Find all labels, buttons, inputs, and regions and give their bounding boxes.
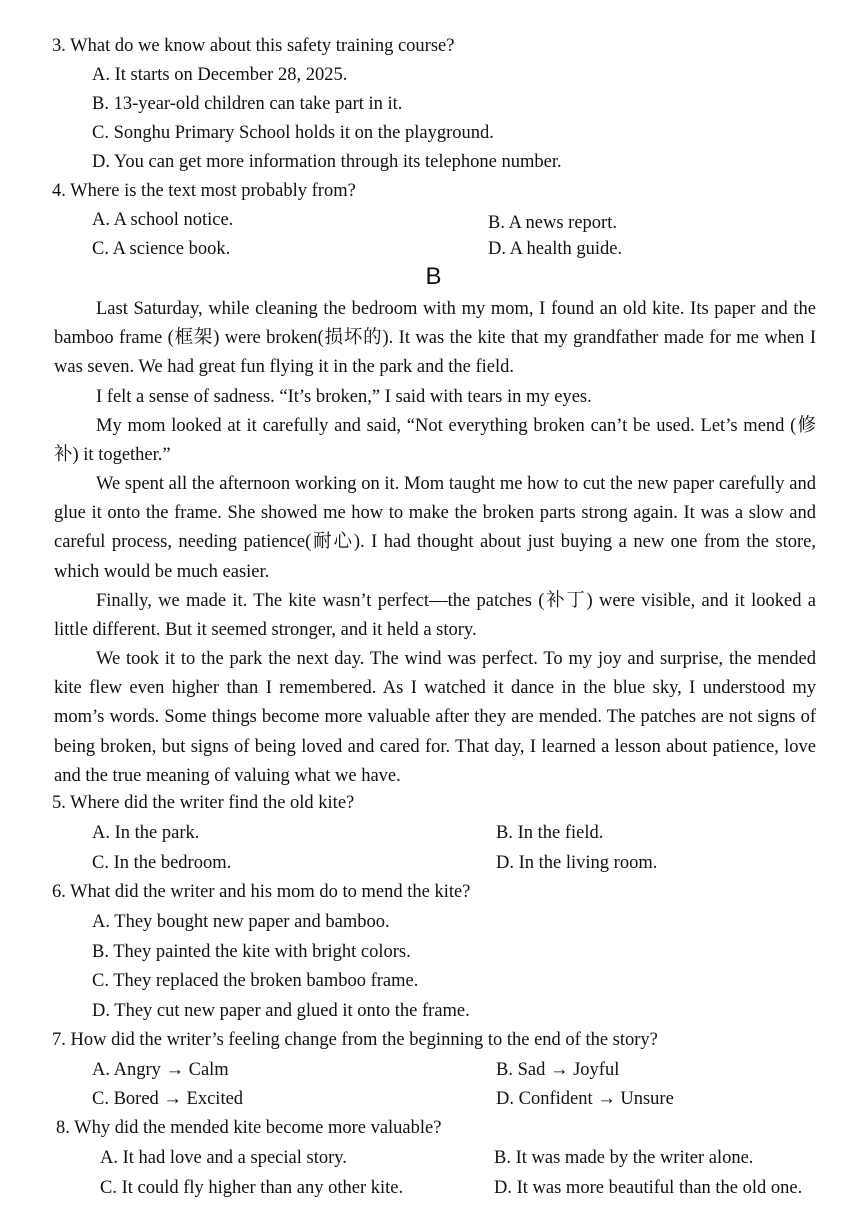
question-3-option-b: B. 13-year-old children can take part in it. bbox=[92, 94, 403, 114]
question-7-option-b: B. Sad → Joyful bbox=[496, 1060, 620, 1080]
question-4-option-c: C. A science book. bbox=[92, 239, 231, 259]
question-8-option-d: D. It was more beautiful than the old one. bbox=[494, 1178, 803, 1198]
question-5-option-a: A. In the park. bbox=[92, 823, 200, 843]
question-8-stem: 8. Why did the mended kite become more valuable? bbox=[56, 1118, 442, 1138]
question-5-option-d: D. In the living room. bbox=[496, 853, 658, 873]
question-7-option-a: A. Angry → Calm bbox=[92, 1060, 229, 1080]
passage-paragraph-4: We spent all the afternoon working on it. Mom taught me how to cut the new paper carefully and glue it onto the frame. She showed me how to make the broken parts strong again. It was a slow and careful process, needing patience(耐心). I had thought about just buying a new one from the store, which would be much easier. bbox=[54, 474, 816, 582]
question-8-option-a: A. It had love and a special story. bbox=[100, 1148, 347, 1168]
passage-paragraph-1: Last Saturday, while cleaning the bedroom with my mom, I found an old kite. Its paper and the bamboo frame (框架) were broken(损坏的). It was the kite that my grandfather made for me when I was seven. We had great fun flying it in the park and the field. bbox=[54, 299, 816, 378]
question-7-stem: 7. How did the writer’s feeling change from the beginning to the end of the story? bbox=[52, 1030, 658, 1050]
passage-paragraph-5: Finally, we made it. The kite wasn’t perfect—the patches (补丁) were visible, and it looked a little different. But it seemed stronger, and it held a story. bbox=[54, 591, 816, 641]
question-3-option-d: D. You can get more information through its telephone number. bbox=[92, 152, 562, 172]
question-6-option-a: A. They bought new paper and bamboo. bbox=[92, 912, 390, 932]
question-6-stem: 6. What did the writer and his mom do to mend the kite? bbox=[52, 882, 471, 902]
question-6-option-c: C. They replaced the broken bamboo frame. bbox=[92, 971, 419, 991]
question-3-option-a: A. It starts on December 28, 2025. bbox=[92, 65, 348, 85]
question-3-stem: 3. What do we know about this safety training course? bbox=[52, 36, 455, 56]
question-4-stem: 4. Where is the text most probably from? bbox=[52, 181, 356, 201]
question-4-option-b: B. A news report. bbox=[488, 213, 617, 233]
question-4-option-a: A. A school notice. bbox=[92, 210, 234, 230]
question-6-option-d: D. They cut new paper and glued it onto the frame. bbox=[92, 1001, 470, 1021]
passage-paragraph-3: My mom looked at it carefully and said, “Not everything broken can’t be used. Let’s mend (修补) it together.” bbox=[54, 416, 816, 466]
question-5-option-b: B. In the field. bbox=[496, 823, 604, 843]
question-6-option-b: B. They painted the kite with bright colors. bbox=[92, 942, 411, 962]
question-3-option-c: C. Songhu Primary School holds it on the playground. bbox=[92, 123, 494, 143]
question-5-stem: 5. Where did the writer find the old kite? bbox=[52, 793, 355, 813]
passage-paragraph-2: I felt a sense of sadness. “It’s broken,” I said with tears in my eyes. bbox=[96, 387, 592, 407]
section-b-heading: B bbox=[425, 263, 442, 290]
question-8-option-c: C. It could fly higher than any other kite. bbox=[100, 1178, 404, 1198]
question-5-option-c: C. In the bedroom. bbox=[92, 853, 232, 873]
question-8-option-b: B. It was made by the writer alone. bbox=[494, 1148, 754, 1168]
passage-paragraph-6: We took it to the park the next day. The wind was perfect. To my joy and surprise, the mended kite flew even higher than I remembered. As I watched it dance in the blue sky, I understood my mom’s words. Some things become more valuable after they are mended. The patches are not signs of being broken, but signs of being loved and cared for. That day, I learned a lesson about patience, love and the true meaning of valuing what we have. bbox=[54, 649, 816, 786]
question-7-option-c: C. Bored → Excited bbox=[92, 1089, 244, 1109]
question-4-option-d: D. A health guide. bbox=[488, 239, 623, 259]
question-7-option-d: D. Confident → Unsure bbox=[496, 1089, 674, 1109]
